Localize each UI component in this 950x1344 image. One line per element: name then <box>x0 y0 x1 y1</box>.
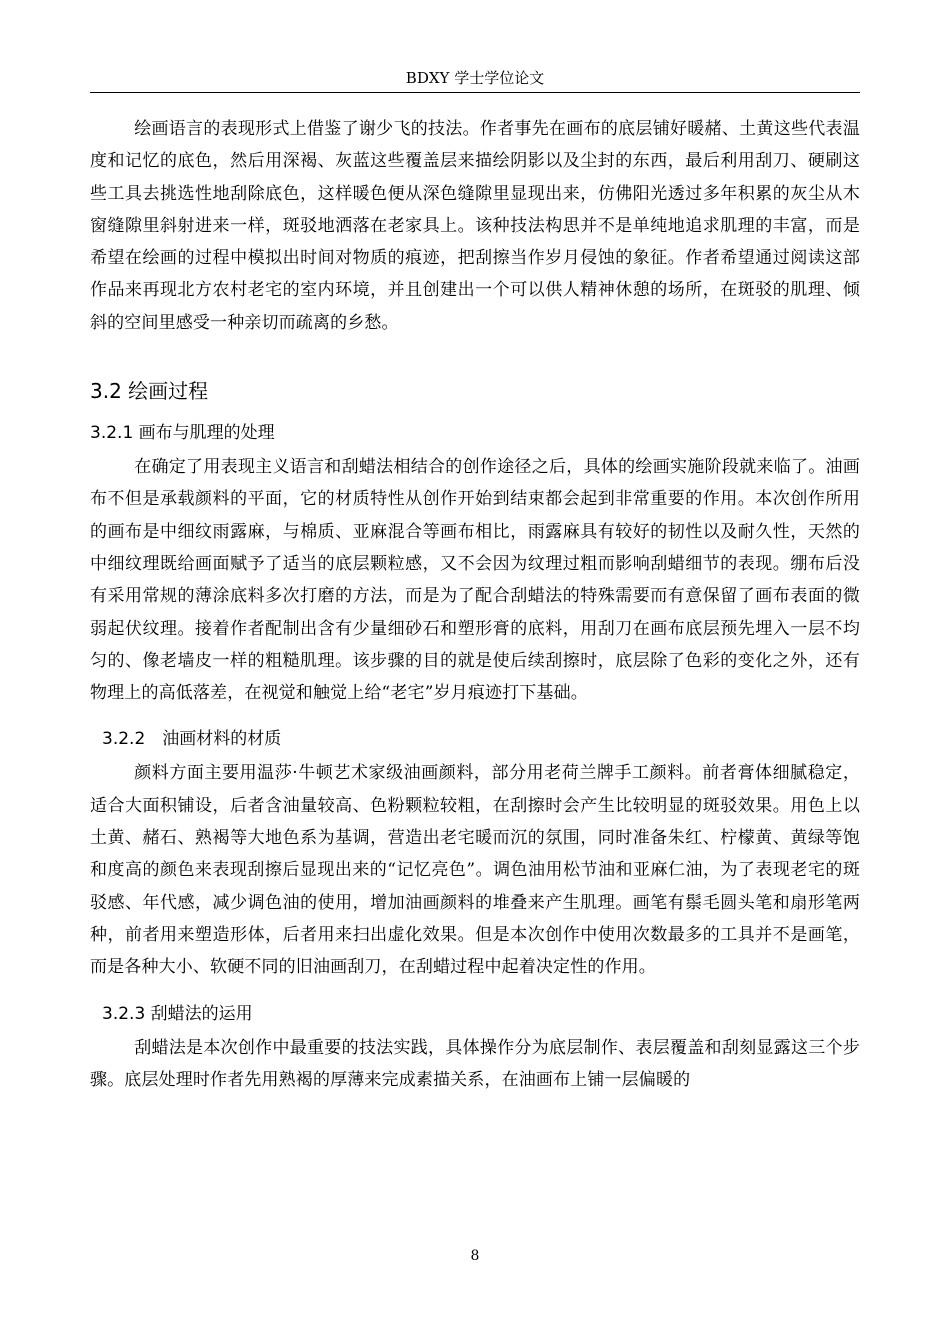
document-body <box>90 113 860 1096</box>
paragraph-3-2-3: 刮蜡法是本次创作中最重要的技法实践，具体操作分为底层制作、表层覆盖和刮刻显露这三个步骤。底层处理时作者先用熟褐的厚薄来完成素描关系，在油画布上铺一层偏暖的 <box>90 1037 860 1090</box>
subsection-heading-3-2-3: 3.2.3 刮蜡法的运用 <box>102 1003 253 1024</box>
header-title: BDXY 学士学位论文 <box>405 69 545 87</box>
subsection-heading-3-2-2: 3.2.2 油画材料的材质 <box>102 729 282 750</box>
paragraph-3-2-1: 在确定了用表现主义语言和刮蜡法相结合的创作途径之后，具体的绘画实施阶段就来临了。油画布不但是承载颜料的平面，它的材质特性从创作开始到结束都会起到非常重要的作用。本次创作所用的画布是中细纹雨露麻，与棉质、亚麻混合等画布相比，雨露麻具有较好的韧性以及耐久性，天然的中细纹理既给画面赋予了适当的底层颗粒感，又不会因为纹理过粗而影响刮蜡细节的表现。绷布后没有采用常规的薄涂底料多次打磨的方法，而是为了配合刮蜡法的特殊需要而有意保留了画布表面的微弱起伏纹理。接着作者配制出含有少量细砂石和塑形膏的底料，用刮刀在画布底层预先埋入一层不均匀的、像老墙皮一样的粗糙肌理。该步骤的目的就是使后续刮擦时，底层除了色彩的变化之外，还有物理上的高低落差，在视觉和触觉上给“老宅”岁月痕迹打下基础。 <box>90 457 860 704</box>
page-number: 8 <box>470 1248 480 1264</box>
paragraph-intro: 绘画语言的表现形式上借鉴了谢少飞的技法。作者事先在画布的底层铺好暖赭、土黄这些代表温度和记忆的底色，然后用深褐、灰蓝这些覆盖层来描绘阴影以及尘封的东西，最后利用刮刀、硬刷这些工具去挑选性地刮除底色，这样暖色便从深色缝隙里显现出来，仿佛阳光透过多年积累的灰尘从木窗缝隙里斜射进来一样，斑驳地洒落在老家具上。该种技法构思并不是单纯地追求肌理的丰富，而是希望在绘画的过程中模拟出时间对物质的痕迹，把刮擦当作岁月侵蚀的象征。作者希望通过阅读这部作品来再现北方农村老宅的室内环境，并且创建出一个可以供人精神休憩的场所，在斑驳的肌理、倾斜的空间里感受一种亲切而疏离的乡愁。 <box>90 119 860 333</box>
paragraph-3-2-2: 颜料方面主要用温莎·牛顿艺术家级油画颜料，部分用老荷兰牌手工颜料。前者膏体细腻稳定，适合大面积铺设，后者含油量较高、色粉颗粒较粗，在刮擦时会产生比较明显的斑驳效果。用色上以土黄、赭石、熟褐等大地色系为基调，营造出老宅暖而沉的氛围，同时准备朱红、柠檬黄、黄绿等饱和度高的颜色来表现刮擦后显现出来的“记忆亮色”。调色油用松节油和亚麻仁油，为了表现老宅的斑驳感、年代感，减少调色油的使用，增加油画颜料的堆叠来产生肌理。画笔有鬃毛圆头笔和扇形笔两种，前者用来塑造形体，后者用来扫出虚化效果。但是本次创作中使用次数最多的工具并不是画笔，而是各种大小、软硬不同的旧油画刮刀，在刮蜡过程中起着决定性的作用。 <box>90 763 860 978</box>
section-heading-3-2: 3.2 绘画过程 <box>90 379 209 404</box>
page-header <box>90 64 860 93</box>
subsection-heading-3-2-1: 3.2.1 画布与肌理的处理 <box>90 423 275 444</box>
